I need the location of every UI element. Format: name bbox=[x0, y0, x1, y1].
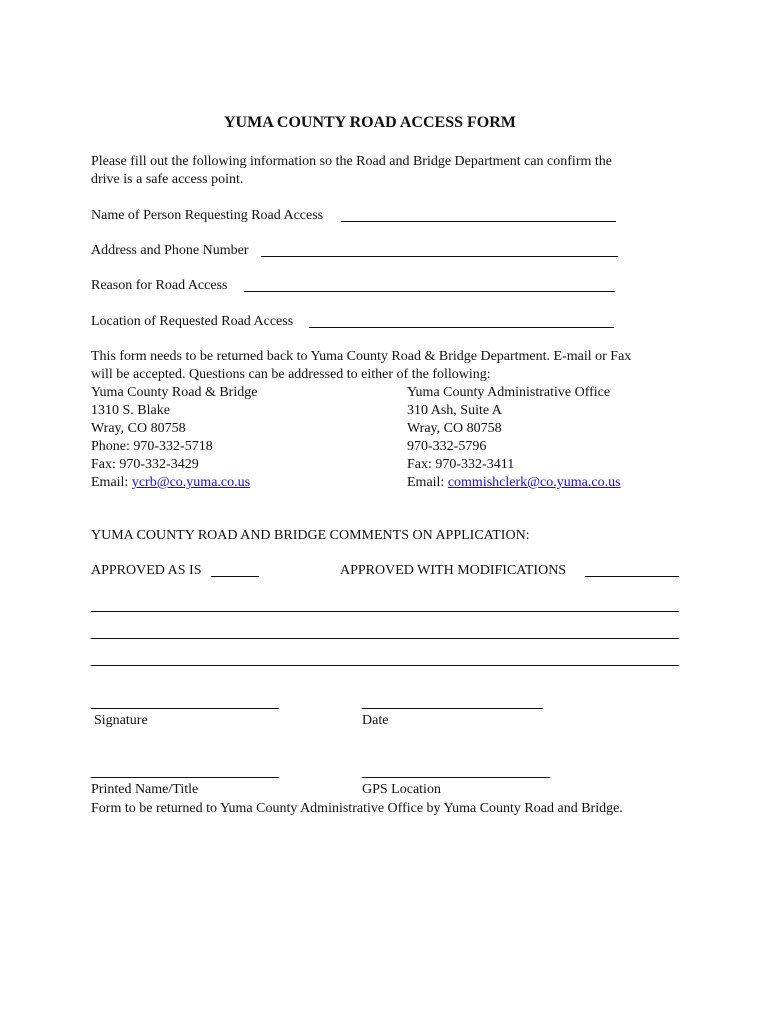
location-field-line[interactable] bbox=[309, 327, 614, 328]
date-line[interactable] bbox=[362, 708, 543, 709]
return-note-line1: This form needs to be returned back to Yuma County Road & Bridge Department. E-mail or Fax bbox=[91, 349, 632, 364]
gps-location-line[interactable] bbox=[362, 777, 550, 778]
signature-line[interactable] bbox=[91, 708, 279, 709]
comment-line[interactable] bbox=[91, 611, 679, 612]
name-field-label: Name of Person Requesting Road Access bbox=[91, 208, 324, 223]
intro-text-line1: Please fill out the following information so the Road and Bridge Department can confirm the bbox=[91, 154, 612, 169]
contact-name: Yuma County Road & Bridge bbox=[91, 385, 258, 400]
contact-city: Wray, CO 80758 bbox=[91, 421, 186, 436]
contact-phone: 970-332-5796 bbox=[407, 439, 487, 454]
approved-as-is-line[interactable] bbox=[211, 576, 259, 577]
comment-line[interactable] bbox=[91, 638, 679, 639]
form-title: YUMA COUNTY ROAD ACCESS FORM bbox=[224, 114, 516, 131]
contact-email-row bbox=[91, 474, 250, 492]
date-label: Date bbox=[362, 713, 389, 728]
email-link[interactable]: commishclerk@co.yuma.co.us bbox=[447, 475, 621, 490]
contact-fax: Fax: 970-332-3429 bbox=[91, 457, 199, 472]
printed-name-label: Printed Name/Title bbox=[91, 782, 199, 797]
address-field-label: Address and Phone Number bbox=[91, 243, 249, 258]
name-field-line[interactable] bbox=[341, 221, 616, 222]
contact-city: Wray, CO 80758 bbox=[407, 421, 502, 436]
contact-fax: Fax: 970-332-3411 bbox=[407, 457, 515, 472]
signature-label: Signature bbox=[94, 713, 148, 728]
return-note-line2: will be accepted. Questions can be addressed to either of the following: bbox=[91, 367, 491, 382]
email-label: Email: bbox=[91, 475, 132, 490]
approved-with-mods-line[interactable] bbox=[585, 576, 679, 577]
approved-as-is-label: APPROVED AS IS bbox=[91, 563, 202, 578]
comments-heading: YUMA COUNTY ROAD AND BRIDGE COMMENTS ON APPLICATION: bbox=[91, 528, 530, 543]
intro-text-line2: drive is a safe access point. bbox=[91, 172, 244, 187]
contact-phone: Phone: 970-332-5718 bbox=[91, 439, 213, 454]
address-field-line[interactable] bbox=[261, 256, 618, 257]
contact-street: 310 Ash, Suite A bbox=[407, 403, 502, 418]
gps-location-label: GPS Location bbox=[362, 782, 441, 797]
contact-name: Yuma County Administrative Office bbox=[407, 385, 611, 400]
contact-email-row bbox=[407, 474, 621, 492]
email-link[interactable]: ycrb@co.yuma.co.us bbox=[131, 475, 251, 490]
comment-line[interactable] bbox=[91, 665, 679, 666]
email-label: Email: bbox=[407, 475, 448, 490]
approved-with-mods-label: APPROVED WITH MODIFICATIONS bbox=[340, 563, 567, 578]
contact-street: 1310 S. Blake bbox=[91, 403, 170, 418]
reason-field-line[interactable] bbox=[244, 291, 615, 292]
location-field-label: Location of Requested Road Access bbox=[91, 314, 294, 329]
reason-field-label: Reason for Road Access bbox=[91, 278, 228, 293]
footer-note: Form to be returned to Yuma County Administrative Office by Yuma County Road and Bridge. bbox=[91, 801, 623, 816]
printed-name-line[interactable] bbox=[91, 777, 279, 778]
